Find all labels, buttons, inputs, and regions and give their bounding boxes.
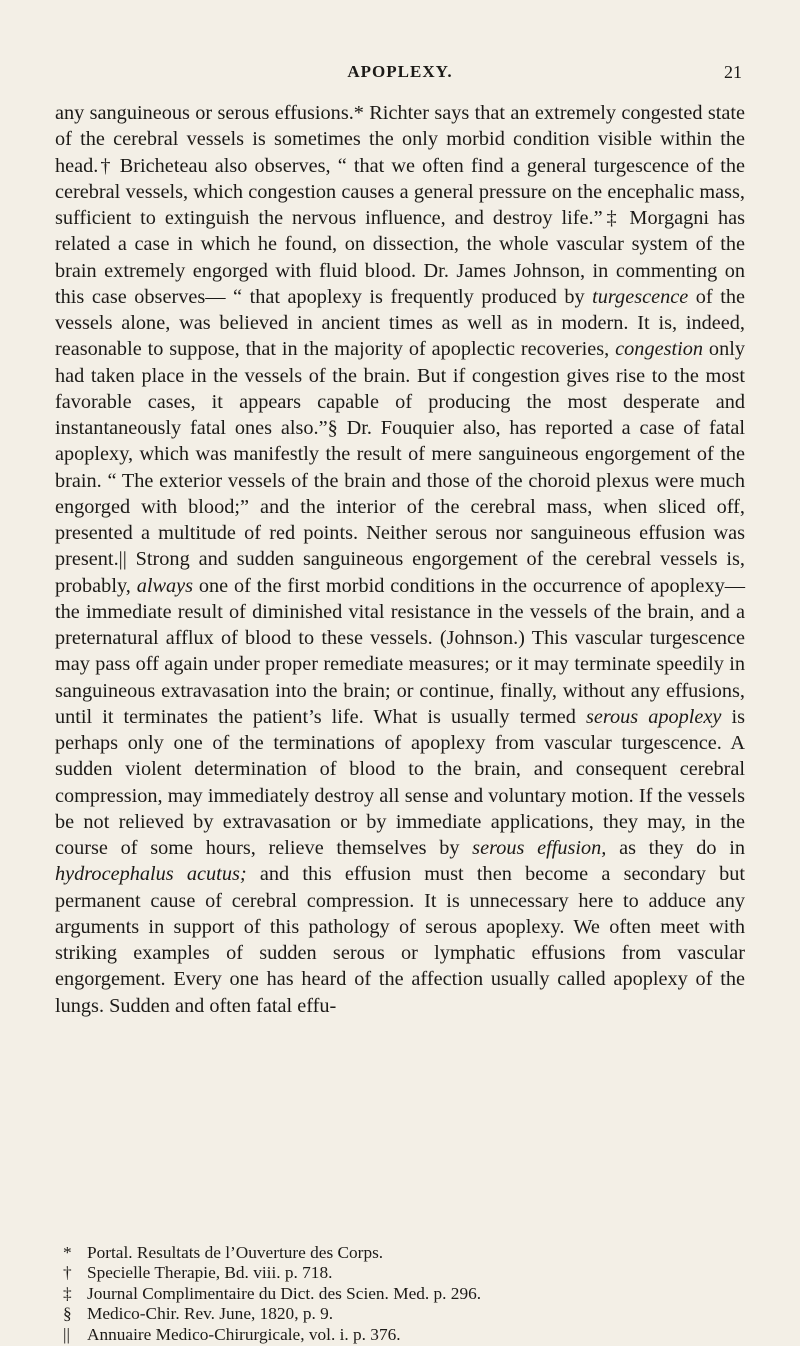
footnote — [55, 1304, 745, 1324]
italic-phrase: congestion — [615, 338, 704, 361]
footnote-text: Specielle Therapie, Bd. viii. p. 718. — [87, 1263, 333, 1283]
footnote — [55, 1325, 745, 1345]
footnote-mark: † — [63, 1263, 72, 1283]
footnote — [55, 1243, 745, 1263]
text-run: as they do in — [606, 837, 745, 859]
text-run: any sanguineous or serous effusions.* Richter says that an extremely congested state of the cerebral vessels is sometimes the only morbid condition visible within the head.† Bricheteau also observes, “ that we often find a general turgescence of the cerebral vessels, which congestion causes a general pressure on the encephalic mass, sufficient to extinguish the nervous influence, and destroy life.”‡ Morgagni has related a case in which he found, on dissection, the whole vascular system of the brain extremely engorged with fluid blood. Dr. James Johnson, in commenting on this case observes— “ that apoplexy is frequently produced by — [55, 102, 745, 308]
footnote-mark: § — [63, 1304, 72, 1324]
footnote-mark: || — [63, 1324, 70, 1344]
text-run: of the vessels alone, was believed in ancient times as well as in modern. It is, indeed, reasonable to suppose, that in the majority of apoplectic recoveries, — [55, 285, 745, 361]
italic-phrase: serous effusion, — [472, 837, 607, 859]
running-head — [0, 62, 800, 86]
footnote-mark: * — [63, 1243, 72, 1262]
body-text — [55, 100, 745, 1019]
footnote-text: Portal. Resultats de l’Ouverture des Corps. — [87, 1243, 384, 1262]
footnote-text: Annuaire Medico-Chirurgicale, vol. i. p. 376. — [87, 1324, 401, 1344]
footnote-text: Journal Complimentaire du Dict. des Scien. Med. p. 296. — [87, 1283, 482, 1303]
footnote — [55, 1263, 745, 1283]
footnotes — [55, 1243, 745, 1345]
italic-phrase: always — [136, 574, 194, 597]
body-paragraph — [55, 100, 745, 1019]
italic-phrase: serous apoplexy — [585, 705, 722, 728]
text-run: is perhaps only one of the terminations of apoplexy from vascular turgescence. A sudden violent determination of blood to the brain, and consequent cerebral compression, may immediately destroy all sense and voluntary motion. If the vessels be not relieved by extravasation or by immediate applications, they may, in the course of some hours, relieve themselves by — [55, 705, 745, 859]
footnote-mark: ‡ — [63, 1283, 72, 1303]
italic-phrase: hydrocephalus acutus; — [55, 863, 247, 886]
text-run: only had taken place in the vessels of the brain. But if congestion gives rise to the most favorable cases, it appears capable of producing the most desperate and instantaneously fatal ones also.”§ Dr. Fouquier also, has reported a case of fatal apoplexy, which was manifestly the result of mere sanguineous engorgement of the brain. “ The exterior vessels of the brain and those of the choroid plexus were much engorged with blood;” and the interior of the cerebral mass, when sliced off, presented a multitude of red points. Neither serous nor sanguineous effusion was present.|| Strong and sudden sanguineous engorgement of the cerebral vessels is, probably, — [55, 338, 745, 597]
text-run: one of the first morbid conditions in the occurrence of apoplexy—the immediate result of diminished vital resistance in the vessels of the brain, and a preternatural afflux of blood to these vessels. (Johnson.) This vascular turgescence may pass off again under proper remediate measures; or it may terminate speedily in sanguineous extravasation into the brain; or continue, finally, without any effusions, until it terminates the patient’s life. What is usually termed — [55, 574, 745, 728]
running-title: APOPLEXY. — [347, 62, 453, 81]
footnote — [55, 1284, 745, 1304]
footnote-text: Medico-Chir. Rev. June, 1820, p. 9. — [87, 1304, 334, 1324]
italic-phrase: turgescence — [592, 285, 689, 308]
page-number: 21 — [724, 62, 742, 82]
text-run: and this effusion must then become a secondary but permanent cause of cerebral compression. It is unnecessary here to adduce any arguments in support of this pathology of serous apoplexy. We often meet with striking examples of sudden serous or lymphatic effusions from vascular engorgement. Every one has heard of the affection usually called apoplexy of the lungs. Sudden and often fatal effu- — [55, 863, 745, 1017]
